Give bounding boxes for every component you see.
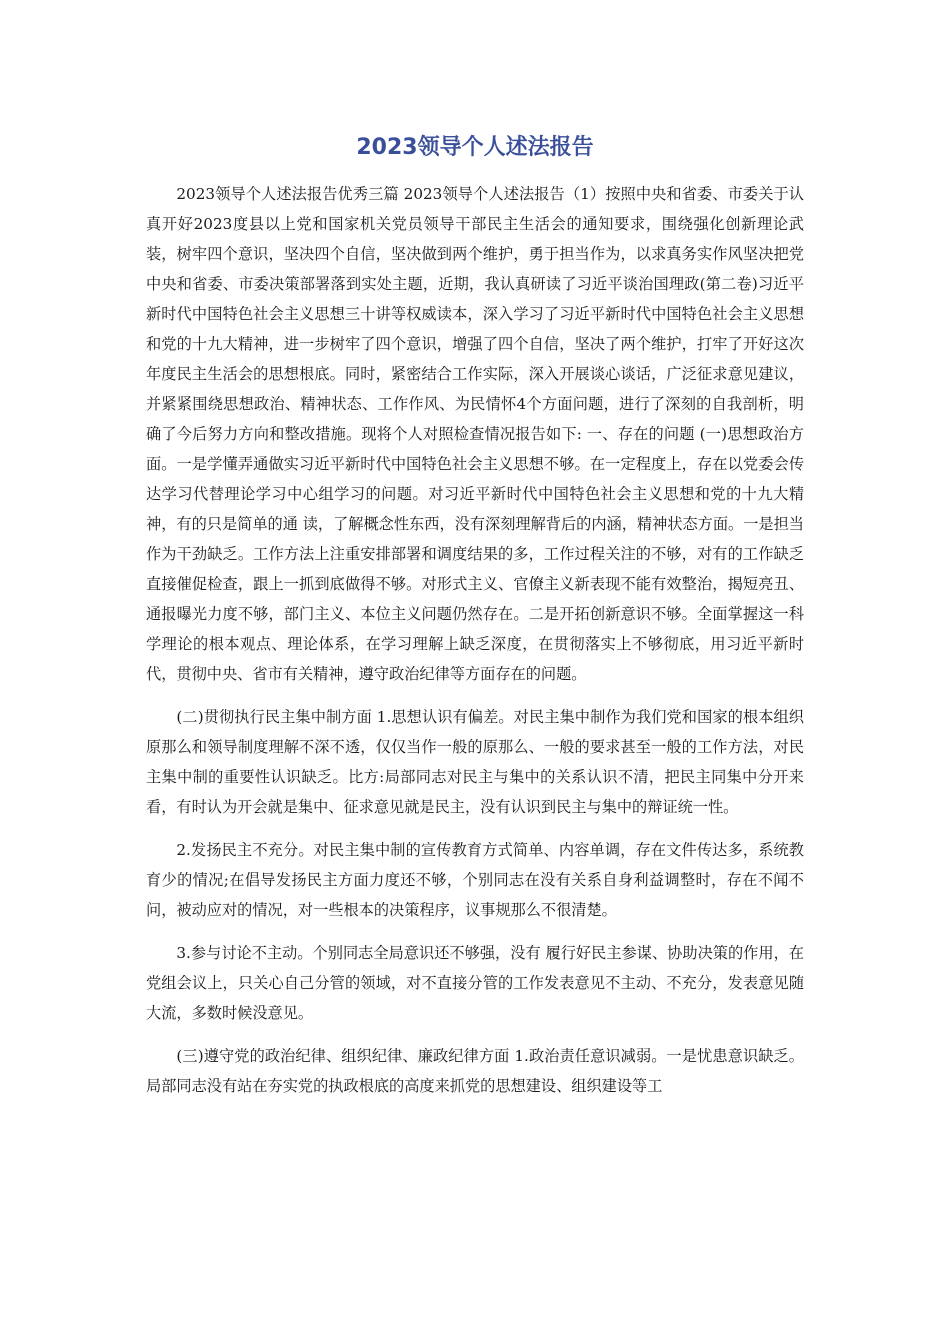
document-body [146,179,804,1114]
paragraph: (二)贯彻执行民主集中制方面 1.思想认识有偏差。对民主集中制作为我们党和国家的根本组织原那么和领导制度理解不深不透，仅仅当作一般的原那么、一般的要求甚至一般的工作方法，对民主集中制的重要性认识缺乏。比方:局部同志对民主与集中的关系认识不清，把民主同集中分开来看，有时认为开会就是集中、征求意见就是民主，没有认识到民主与集中的辩证统一性。 [146,708,804,816]
paragraph: (三)遵守党的政治纪律、组织纪律、廉政纪律方面 1.政治责任意识减弱。一是忧患意识缺乏。局部同志没有站在夯实党的执政根底的高度来抓党的思想建设、组织建设等工 [146,1047,804,1095]
document-title: 2023领导个人述法报告 [356,135,594,160]
paragraph: 2023领导个人述法报告优秀三篇 2023领导个人述法报告（1）按照中央和省委、市委关于认真开好2023度县以上党和国家机关党员领导干部民主生活会的通知要求，围绕强化创新理论武装，树牢四个意识，坚决四个自信，坚决做到两个维护，勇于担当作为，以求真务实作风坚决把党中央和省委、市委决策部署落到实处主题，近期，我认真研读了习近平谈治国理政(第二卷)习近平新时代中国特色社会主义思想三十讲等权威读本，深入学习了习近平新时代中国特色社会主义思想和党的十九大精神，进一步树牢了四个意识，增强了四个自信，坚决了两个维护，打牢了开好这次年度民主生活会的思想根底。同时，紧密结合工作实际，深入开展谈心谈话，广泛征求意见建议，并紧紧围绕思想政治、精神状态、工作作风、为民情怀4个方面问题，进行了深刻的自我剖析，明确了今后努力方向和整改措施。现将个人对照检查情况报告如下: 一、存在的问题 (一)思想政治方面。一是学懂弄通做实习近平新时代中国特色社会主义思想不够。在一定程度上，存在以党委会传达学习代替理论学习中心组学习的问题。对习近平新时代中国特色社会主义思想和党的十九大精神，有的只是简单的通 读，了解概念性东西，没有深刻理解背后的内涵，精神状态方面。一是担当作为干劲缺乏。工作方法上注重安排部署和调度结果的多，工作过程关注的不够，对有的工作缺乏直接催促检查，跟上一抓到底做得不够。对形式主义、官僚主义新表现不能有效整治，揭短亮丑、通报曝光力度不够，部门主义、本位主义问题仍然存在。二是开拓创新意识不够。全面掌握这一科学理论的根本观点、理论体系，在学习理解上缺乏深度，在贯彻落实上不够彻底，用习近平新时代，贯彻中央、省市有关精神，遵守政治纪律等方面存在的问题。 [146,185,804,683]
paragraph: 3.参与讨论不主动。个别同志全局意识还不够强，没有 履行好民主参谋、协助决策的作用，在党组会议上，只关心自己分管的领域，对不直接分管的工作发表意见不主动、不充分，发表意见随大流，多数时候没意见。 [146,944,804,1022]
paragraph: 2.发扬民主不充分。对民主集中制的宣传教育方式简单、内容单调，存在文件传达多，系统教育少的情况;在倡导发扬民主方面力度还不够，个别同志在没有关系自身利益调整时，存在不闻不问，被动应对的情况，对一些根本的决策程序，议事规那么不很清楚。 [146,841,804,919]
